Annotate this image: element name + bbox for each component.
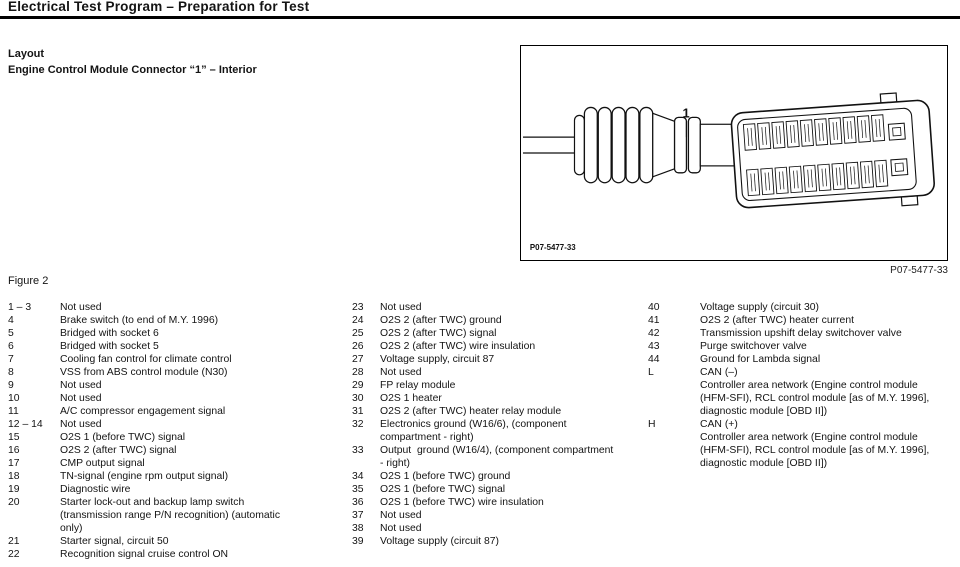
pin-description bbox=[380, 340, 644, 353]
pin-row bbox=[8, 444, 348, 457]
pin-description-line: Diagnostic wire bbox=[60, 484, 131, 495]
pin-description bbox=[60, 444, 348, 457]
pin-description bbox=[380, 327, 644, 340]
pin-row bbox=[8, 418, 348, 431]
pin-description bbox=[380, 379, 644, 392]
pin-description bbox=[60, 431, 348, 444]
pin-description-line: Not used bbox=[60, 419, 102, 430]
pin-number: 6 bbox=[8, 341, 14, 352]
cable-lines bbox=[523, 137, 581, 153]
pin-number: H bbox=[648, 419, 656, 430]
pin-number: 4 bbox=[8, 315, 14, 326]
pin-description bbox=[700, 314, 956, 327]
pin-description bbox=[380, 353, 644, 366]
pin-row bbox=[8, 535, 348, 548]
pin-description bbox=[60, 327, 348, 340]
pin-description bbox=[60, 457, 348, 470]
pin-number: 5 bbox=[8, 328, 14, 339]
pin-description bbox=[380, 470, 644, 483]
pin-description bbox=[380, 444, 644, 470]
pin-description bbox=[60, 340, 348, 353]
pin-number: 34 bbox=[352, 471, 364, 482]
pin-description-line: Cooling fan control for climate control bbox=[60, 354, 232, 365]
pin-description-line: Output ground (W16/4), (component compartment bbox=[380, 445, 614, 456]
pin-description-line: FP relay module bbox=[380, 380, 456, 391]
pin-number: 39 bbox=[352, 536, 364, 547]
pin-number: 42 bbox=[648, 328, 660, 339]
cable-boot bbox=[574, 107, 737, 182]
pin-number: 41 bbox=[648, 315, 660, 326]
pin-description-line: diagnostic module [OBD II]) bbox=[700, 458, 828, 469]
pin-description-line: Voltage supply, circuit 87 bbox=[380, 354, 495, 365]
pin-description-line: CMP output signal bbox=[60, 458, 145, 469]
pin-number: 36 bbox=[352, 497, 364, 508]
pin-description bbox=[700, 418, 956, 470]
pin-row bbox=[648, 340, 956, 353]
pin-row bbox=[8, 548, 348, 561]
pin-number: 11 bbox=[8, 406, 19, 417]
pin-description bbox=[60, 470, 348, 483]
pin-description-line: Electronics ground (W16/6), (component bbox=[380, 419, 567, 430]
pin-number: 28 bbox=[352, 367, 364, 378]
pin-description-line: CAN (+) bbox=[700, 419, 738, 430]
callout-1-label: 1 bbox=[682, 105, 690, 121]
pin-number: 7 bbox=[8, 354, 14, 365]
pin-row bbox=[352, 470, 644, 483]
pin-column-2 bbox=[352, 301, 644, 548]
pin-description bbox=[60, 366, 348, 379]
pin-description bbox=[60, 405, 348, 418]
pin-description bbox=[700, 340, 956, 353]
pin-description-line: Not used bbox=[380, 302, 422, 313]
pin-description-line: O2S 2 (after TWC) signal bbox=[380, 328, 497, 339]
pin-description-line: Bridged with socket 5 bbox=[60, 341, 159, 352]
pin-row bbox=[648, 418, 956, 470]
pin-description-line: only) bbox=[60, 523, 83, 534]
pin-number: 31 bbox=[352, 406, 364, 417]
pin-row bbox=[8, 327, 348, 340]
pin-number: 20 bbox=[8, 497, 20, 508]
pin-row bbox=[8, 366, 348, 379]
pin-description-line: Voltage supply (circuit 87) bbox=[380, 536, 499, 547]
connector-housing bbox=[730, 91, 936, 217]
pin-row bbox=[648, 301, 956, 314]
pin-number: 10 bbox=[8, 393, 20, 404]
pin-description bbox=[380, 418, 644, 444]
pin-description bbox=[60, 392, 348, 405]
pin-description-line: - right) bbox=[380, 458, 411, 469]
pin-row bbox=[352, 314, 644, 327]
pin-description bbox=[380, 496, 644, 509]
pin-number: 26 bbox=[352, 341, 364, 352]
pin-description-line: A/C compressor engagement signal bbox=[60, 406, 226, 417]
pin-number: L bbox=[648, 367, 654, 378]
pin-row bbox=[352, 496, 644, 509]
pin-description-line: TN-signal (engine rpm output signal) bbox=[60, 471, 229, 482]
layout-heading: Layout bbox=[8, 48, 45, 60]
pin-number: 16 bbox=[8, 445, 20, 456]
pin-row bbox=[648, 314, 956, 327]
pin-description-line: VSS from ABS control module (N30) bbox=[60, 367, 228, 378]
pin-number: 8 bbox=[8, 367, 14, 378]
pin-description bbox=[380, 392, 644, 405]
pin-description bbox=[60, 353, 348, 366]
pin-row bbox=[352, 340, 644, 353]
pin-description bbox=[60, 496, 348, 535]
pin-description bbox=[380, 405, 644, 418]
pin-number: 32 bbox=[352, 419, 364, 430]
pin-row bbox=[8, 314, 348, 327]
pin-description-line: Voltage supply (circuit 30) bbox=[700, 302, 819, 313]
pin-number: 37 bbox=[352, 510, 364, 521]
pin-row bbox=[352, 327, 644, 340]
pin-description-line: O2S 2 (after TWC) wire insulation bbox=[380, 341, 536, 352]
pin-description-line: O2S 1 (before TWC) signal bbox=[380, 484, 506, 495]
pin-description-line: Brake switch (to end of M.Y. 1996) bbox=[60, 315, 219, 326]
pin-row bbox=[352, 379, 644, 392]
pin-row bbox=[352, 366, 644, 379]
pin-row bbox=[8, 431, 348, 444]
pin-number: 30 bbox=[352, 393, 364, 404]
pin-description bbox=[60, 483, 348, 496]
pin-description-line: O2S 1 (before TWC) wire insulation bbox=[380, 497, 544, 508]
pin-description bbox=[380, 366, 644, 379]
pin-row bbox=[352, 522, 644, 535]
pin-description-line: O2S 2 (after TWC) heater current bbox=[700, 315, 854, 326]
pin-row bbox=[8, 457, 348, 470]
pin-number: 40 bbox=[648, 302, 660, 313]
pin-row bbox=[8, 392, 348, 405]
pin-description-line: Controller area network (Engine control module bbox=[700, 432, 918, 443]
pin-description bbox=[60, 535, 348, 548]
pin-row bbox=[352, 483, 644, 496]
pin-description bbox=[380, 483, 644, 496]
connector-diagram bbox=[520, 45, 948, 261]
pin-description-line: Not used bbox=[380, 510, 422, 521]
page-title: Electrical Test Program – Preparation for Test bbox=[8, 0, 310, 14]
part-number-inner: P07-5477-33 bbox=[529, 243, 576, 253]
pin-row bbox=[352, 301, 644, 314]
pin-row bbox=[8, 340, 348, 353]
pin-row bbox=[352, 405, 644, 418]
pin-number: 35 bbox=[352, 484, 364, 495]
pin-description-line: Purge switchover valve bbox=[700, 341, 807, 352]
pin-description-line: Recognition signal cruise control ON bbox=[60, 549, 229, 560]
pin-row bbox=[352, 392, 644, 405]
pin-description-line: Not used bbox=[60, 380, 102, 391]
pin-row bbox=[648, 366, 956, 418]
pin-number: 15 bbox=[8, 432, 20, 443]
pin-description bbox=[60, 314, 348, 327]
pin-number: 29 bbox=[352, 380, 364, 391]
pin-number: 33 bbox=[352, 445, 364, 456]
pin-number: 43 bbox=[648, 341, 660, 352]
pin-row bbox=[648, 353, 956, 366]
pin-description-line: Not used bbox=[380, 367, 422, 378]
pin-description-line: Not used bbox=[60, 302, 102, 313]
connector-diagram-svg bbox=[521, 46, 947, 260]
pin-row bbox=[8, 379, 348, 392]
pin-number: 12 – 14 bbox=[8, 419, 43, 430]
pin-description bbox=[60, 548, 348, 561]
pin-description-line: O2S 2 (after TWC) ground bbox=[380, 315, 502, 326]
pin-description-line: Not used bbox=[60, 393, 102, 404]
pin-row bbox=[352, 444, 644, 470]
pin-number: 17 bbox=[8, 458, 20, 469]
pin-description-line: O2S 1 (before TWC) ground bbox=[380, 471, 511, 482]
pin-column-3 bbox=[648, 301, 956, 470]
pin-description-line: Starter signal, circuit 50 bbox=[60, 536, 169, 547]
pin-number: 25 bbox=[352, 328, 364, 339]
pin-description-line: O2S 2 (after TWC) signal bbox=[60, 445, 177, 456]
pin-description bbox=[60, 418, 348, 431]
pin-description bbox=[380, 509, 644, 522]
pin-description-line: O2S 2 (after TWC) heater relay module bbox=[380, 406, 562, 417]
pin-row bbox=[8, 301, 348, 314]
pin-description bbox=[60, 379, 348, 392]
pin-row bbox=[352, 353, 644, 366]
pin-description bbox=[380, 301, 644, 314]
pin-description-line: (HFM-SFI), RCL control module [as of M.Y. 1996], bbox=[700, 393, 930, 404]
pin-description-line: (HFM-SFI), RCL control module [as of M.Y. 1996], bbox=[700, 445, 930, 456]
pin-number: 38 bbox=[352, 523, 364, 534]
pin-description-line: Not used bbox=[380, 523, 422, 534]
pin-row bbox=[8, 470, 348, 483]
pin-number: 18 bbox=[8, 471, 20, 482]
pin-description-line: Ground for Lambda signal bbox=[700, 354, 821, 365]
pin-column-1 bbox=[8, 301, 348, 561]
pin-description bbox=[700, 301, 956, 314]
part-number-caption: P07-5477-33 bbox=[890, 265, 948, 276]
pin-description bbox=[60, 301, 348, 314]
pin-row bbox=[8, 353, 348, 366]
pin-row bbox=[352, 509, 644, 522]
pin-number: 22 bbox=[8, 549, 20, 560]
figure-label: Figure 2 bbox=[8, 275, 49, 287]
pin-row bbox=[352, 535, 644, 548]
pin-number: 23 bbox=[352, 302, 364, 313]
pin-description-line: (transmission range P/N recognition) (automatic bbox=[60, 510, 281, 521]
pin-description-line: Transmission upshift delay switchover valve bbox=[700, 328, 902, 339]
pin-description bbox=[380, 522, 644, 535]
pin-description-line: O2S 1 (before TWC) signal bbox=[60, 432, 186, 443]
pin-description bbox=[700, 327, 956, 340]
pin-description bbox=[380, 314, 644, 327]
pin-description bbox=[380, 535, 644, 548]
pin-description bbox=[700, 366, 956, 418]
pin-description-line: Controller area network (Engine control module bbox=[700, 380, 918, 391]
pin-row bbox=[8, 405, 348, 418]
pin-number: 19 bbox=[8, 484, 20, 495]
pin-description-line: Starter lock-out and backup lamp switch bbox=[60, 497, 245, 508]
pin-description-line: CAN (–) bbox=[700, 367, 738, 378]
pin-row bbox=[8, 496, 348, 535]
pin-description-line: Bridged with socket 6 bbox=[60, 328, 159, 339]
connector-heading: Engine Control Module Connector “1” – Interior bbox=[8, 64, 257, 76]
pin-number: 27 bbox=[352, 354, 364, 365]
pin-description bbox=[700, 353, 956, 366]
pin-row bbox=[8, 483, 348, 496]
pin-description-line: compartment - right) bbox=[380, 432, 474, 443]
pin-description-line: diagnostic module [OBD II]) bbox=[700, 406, 828, 417]
pin-number: 24 bbox=[352, 315, 364, 326]
pin-row bbox=[352, 418, 644, 444]
pin-description-line: O2S 1 heater bbox=[380, 393, 442, 404]
pin-number: 9 bbox=[8, 380, 14, 391]
pin-row bbox=[648, 327, 956, 340]
pin-number: 44 bbox=[648, 354, 660, 365]
pin-number: 21 bbox=[8, 536, 20, 547]
pin-number: 1 – 3 bbox=[8, 302, 32, 313]
title-rule bbox=[0, 16, 960, 19]
